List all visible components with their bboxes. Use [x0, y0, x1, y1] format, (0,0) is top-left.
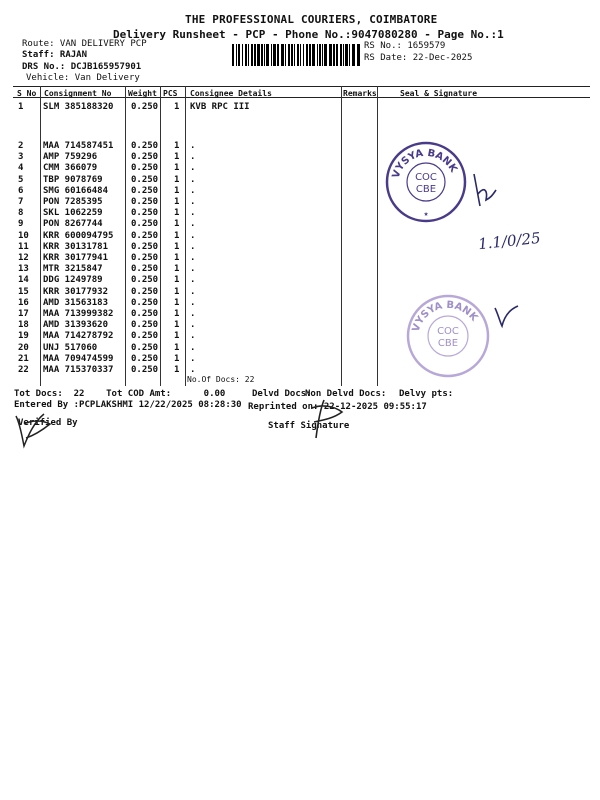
row-consignee-details: .	[190, 353, 196, 364]
barcode-icon	[232, 44, 360, 66]
row-sno: 22	[18, 365, 29, 375]
row-pcs: 1	[174, 365, 180, 375]
row-consignment-no: AMD 31393620	[43, 320, 109, 331]
row-sno: 11	[18, 241, 29, 252]
col-header-pcs: PCS	[163, 89, 178, 98]
row-consignee-details: .	[190, 163, 196, 174]
row-sno: 5	[18, 174, 24, 185]
row-weight: 0.250	[131, 141, 159, 151]
row-consignee-details: .	[190, 219, 196, 230]
bank-seal-stamp-faint	[400, 292, 496, 378]
col-header-weight: Weight	[128, 89, 157, 98]
row-weight: 0.250	[131, 241, 159, 252]
row-weight: 0.250	[131, 152, 159, 163]
table-row	[0, 219, 600, 230]
row-weight: 0.250	[131, 342, 159, 353]
row-weight: 0.250	[131, 197, 159, 207]
stamp-line-cbe: CBE	[437, 338, 459, 349]
stamp-line-coc: COC	[437, 326, 459, 337]
svg-text:★: ★	[423, 209, 429, 218]
row-pcs: 1	[174, 208, 180, 219]
row-pcs: 1	[174, 141, 180, 151]
row-sno: 9	[18, 219, 24, 230]
row-consignee-details: .	[190, 286, 196, 297]
handwritten-date-note: 1.1/0/25	[477, 228, 542, 254]
row-pcs: 1	[174, 102, 180, 112]
rs-no-label: RS No.: 1659579	[364, 41, 446, 51]
row-weight: 0.250	[131, 320, 159, 331]
table-row	[0, 175, 600, 186]
stamp-line-coc: COC	[415, 172, 437, 183]
row-pcs: 1	[174, 163, 180, 174]
table-row	[0, 343, 600, 354]
staff-label: Staff: RAJAN	[22, 50, 88, 60]
row-pcs: 1	[174, 230, 180, 241]
row-sno: 3	[18, 152, 24, 163]
table-row	[0, 253, 600, 264]
col-header-sno: S No	[17, 89, 37, 98]
row-pcs: 1	[174, 253, 180, 263]
row-weight: 0.250	[131, 275, 159, 286]
row-weight: 0.250	[131, 219, 159, 230]
row-sno: 21	[18, 353, 29, 364]
row-consignee-details: .	[190, 309, 196, 319]
row-consignment-no: DDG 1249789	[43, 275, 103, 286]
row-weight: 0.250	[131, 174, 159, 185]
row-sno: 4	[18, 163, 24, 174]
row-consignee-details: .	[190, 141, 196, 151]
drs-no-label: DRS No.: DCJB165957901	[22, 62, 142, 72]
row-consignee-details: .	[190, 241, 196, 252]
row-sno: 18	[18, 320, 29, 331]
row-weight: 0.250	[131, 297, 159, 308]
delvy-pts-label: Delvy pts:	[399, 389, 454, 399]
handwritten-signature	[470, 170, 500, 210]
row-consignee-details: .	[190, 185, 196, 196]
stamp-bank-name: VYSYA BANK	[390, 147, 459, 180]
staff-signature-label: Staff Signature	[268, 421, 350, 431]
row-weight: 0.250	[131, 230, 159, 241]
table-row	[0, 163, 600, 174]
row-consignee-details: .	[190, 253, 196, 263]
staff-signature	[304, 396, 350, 442]
row-pcs: 1	[174, 275, 180, 286]
tot-docs-summary: Tot Docs: 22 Tot COD Amt: 0.00	[14, 389, 226, 399]
row-consignment-no: MTR 3215847	[43, 264, 103, 275]
col-header-consignment: Consignment No	[44, 89, 112, 98]
row-pcs: 1	[174, 219, 180, 230]
row-pcs: 1	[174, 342, 180, 353]
row-pcs: 1	[174, 320, 180, 331]
row-consignee-details: .	[190, 208, 196, 219]
row-consignment-no: AMD 31563183	[43, 297, 109, 308]
table-row	[0, 331, 600, 342]
row-consignment-no: SKL 1062259	[43, 208, 103, 219]
row-consignee-details: .	[190, 320, 196, 331]
row-consignment-no: TBP 9078769	[43, 174, 103, 185]
verified-by-signature	[10, 406, 60, 454]
row-consignee-details: .	[190, 152, 196, 163]
vehicle-label: Vehicle: Van Delivery	[26, 73, 140, 83]
row-weight: 0.250	[131, 286, 159, 297]
row-pcs: 1	[174, 241, 180, 252]
row-consignment-no: PON 8267744	[43, 219, 103, 230]
row-sno: 10	[18, 230, 29, 241]
stamp-bank-name: VYSYA BANK	[410, 299, 480, 334]
table-row	[0, 275, 600, 286]
table-top-border	[13, 86, 590, 87]
table-row	[0, 264, 600, 275]
row-consignment-no: MAA 709474599	[43, 353, 114, 364]
row-sno: 12	[18, 253, 29, 263]
row-weight: 0.250	[131, 353, 159, 364]
table-row	[0, 152, 600, 163]
row-consignee-details: .	[190, 275, 196, 286]
col-header-consignee: Consignee Details	[190, 89, 272, 98]
entered-by-label: Entered By :PCPLAKSHMI 12/22/2025 08:28:30	[14, 400, 242, 410]
row-weight: 0.250	[131, 331, 159, 342]
row-sno: 14	[18, 275, 29, 286]
row-sno: 15	[18, 286, 29, 297]
table-row	[0, 287, 600, 298]
row-pcs: 1	[174, 174, 180, 185]
row-weight: 0.250	[131, 365, 159, 375]
row-consignment-no: KRR 30131781	[43, 241, 109, 252]
row-consignment-no: UNJ 517060	[43, 342, 98, 353]
row-sno: 20	[18, 342, 29, 353]
row-pcs: 1	[174, 286, 180, 297]
row-pcs: 1	[174, 331, 180, 342]
row-consignment-no: PON 7285395	[43, 197, 103, 207]
col-header-seal: Seal & Signature	[400, 89, 478, 98]
row-consignment-no: MAA 715370337	[43, 365, 114, 375]
route-label: Route: VAN DELIVERY PCP	[22, 39, 147, 49]
runsheet-title: Delivery Runsheet - PCP - Phone No.:9047080280 - Page No.:1	[113, 28, 504, 41]
row-pcs: 1	[174, 264, 180, 275]
verified-by-label: Verified By	[18, 418, 78, 428]
row-consignment-no: CMM 366079	[43, 163, 98, 174]
row-consignment-no: MAA 714587451	[43, 141, 114, 151]
row-consignee-details: .	[190, 197, 196, 207]
row-sno: 16	[18, 297, 29, 308]
row-weight: 0.250	[131, 102, 159, 112]
row-sno: 2	[18, 141, 24, 151]
row-weight: 0.250	[131, 253, 159, 263]
table-row	[0, 102, 600, 113]
bank-seal-stamp	[384, 140, 468, 224]
row-consignee-details: .	[190, 230, 196, 241]
row-weight: 0.250	[131, 163, 159, 174]
row-pcs: 1	[174, 297, 180, 308]
no-of-docs: No.Of Docs: 22	[187, 375, 255, 384]
table-row	[0, 208, 600, 219]
row-weight: 0.250	[131, 185, 159, 196]
row-pcs: 1	[174, 152, 180, 163]
row-consignee-details: .	[190, 342, 196, 353]
table-row	[0, 141, 600, 152]
row-sno: 19	[18, 331, 29, 342]
row-pcs: 1	[174, 197, 180, 207]
row-sno: 7	[18, 197, 24, 207]
row-consignment-no: KRR 30177932	[43, 286, 109, 297]
table-row	[0, 365, 600, 376]
row-sno: 6	[18, 185, 24, 196]
row-weight: 0.250	[131, 264, 159, 275]
delvd-docs-label: Delvd Docs:	[252, 389, 312, 399]
row-pcs: 1	[174, 309, 180, 319]
row-sno: 13	[18, 264, 29, 275]
col-header-remarks: Remarks	[343, 89, 377, 98]
row-consignment-no: SLM 385188320	[43, 102, 114, 112]
row-consignee-details: KVB RPC III	[190, 102, 250, 112]
row-consignee-details: .	[190, 264, 196, 275]
row-consignment-no: KRR 600094795	[43, 230, 114, 241]
row-sno: 1	[18, 102, 24, 112]
row-weight: 0.250	[131, 208, 159, 219]
table-row	[0, 186, 600, 197]
reprinted-on-label: Reprinted on: 22-12-2025 09:55:17	[248, 402, 427, 412]
row-sno: 8	[18, 208, 24, 219]
stamp-line-cbe: CBE	[415, 184, 437, 195]
row-weight: 0.250	[131, 309, 159, 319]
company-title: THE PROFESSIONAL COURIERS, COIMBATORE	[185, 13, 438, 26]
row-pcs: 1	[174, 353, 180, 364]
row-consignment-no: MAA 713999382	[43, 309, 114, 319]
row-consignment-no: MAA 714278792	[43, 331, 114, 342]
handwritten-signature	[492, 300, 522, 330]
row-pcs: 1	[174, 185, 180, 196]
rs-date-label: RS Date: 22-Dec-2025	[364, 53, 473, 63]
non-delvd-docs-label: Non Delvd Docs:	[305, 389, 387, 399]
row-consignee-details: .	[190, 331, 196, 342]
table-row	[0, 197, 600, 208]
row-consignment-no: SMG 60166484	[43, 185, 109, 196]
table-row	[0, 354, 600, 365]
row-consignee-details: .	[190, 365, 196, 375]
row-consignment-no: AMP 759296	[43, 152, 98, 163]
row-consignee-details: .	[190, 297, 196, 308]
row-sno: 17	[18, 309, 29, 319]
row-consignment-no: KRR 30177941	[43, 253, 109, 263]
row-consignee-details: .	[190, 174, 196, 185]
